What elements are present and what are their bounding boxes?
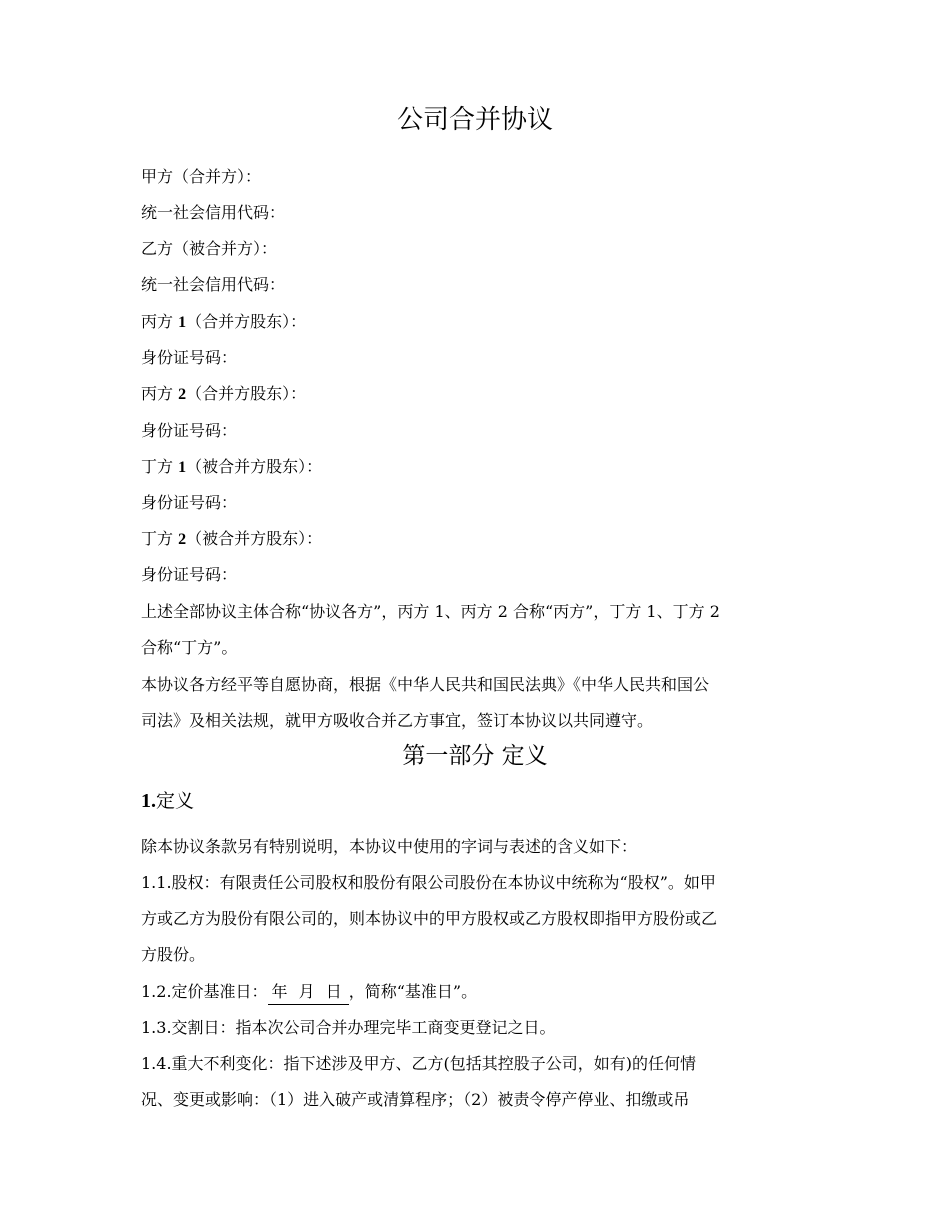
summary-line: 上述全部协议主体合称“协议各方”，丙方 1、丙方 2 合称“丙方”，丁方 1、丁方 2 (141, 602, 720, 621)
party-line: 身份证号码： (141, 565, 238, 584)
party-line: 丁方 2（被合并方股东）： (141, 529, 323, 548)
section-title: 第一部分 定义 (402, 743, 548, 769)
document-title: 公司合并协议 (396, 105, 553, 135)
party-line: 丙方 2（合并方股东）： (141, 384, 307, 403)
party-line: 身份证号码： (141, 493, 238, 512)
preamble-line: 司法》及相关法规，就甲方吸收合并乙方事宜，签订本协议以共同遵守。 (141, 711, 654, 730)
party-line: 丁方 1（被合并方股东）： (141, 457, 323, 476)
party-line: 丙方 1（合并方股东）： (141, 312, 307, 331)
clause-line: 况、变更或影响：（1）进入破产或清算程序；（2）被责令停产停业、扣缴或吊 (141, 1090, 690, 1109)
definitions-intro: 除本协议条款另有特别说明，本协议中使用的字词与表述的含义如下： (141, 837, 638, 856)
clause-line: 方股份。 (141, 945, 206, 964)
date-blank: 年 月 日 (268, 980, 349, 1005)
party-line: 甲方（合并方）： (141, 167, 262, 186)
preamble-line: 本协议各方经平等自愿协商，根据《中华人民共和国民法典》《中华人民共和国公 (141, 675, 710, 694)
summary-line: 合称“丁方”。 (141, 638, 238, 657)
clause-line: 1.3.交割日：指本次公司合并办理完毕工商变更登记之日。 (141, 1018, 556, 1037)
clause-line: 1.1.股权：有限责任公司股权和股份有限公司股份在本协议中统称为“股权”。如甲 (141, 873, 716, 892)
party-line: 身份证号码： (141, 348, 238, 367)
party-line: 统一社会信用代码： (141, 203, 286, 222)
clause-line: 1.4.重大不利变化：指下述涉及甲方、乙方(包括其控股子公司，如有)的任何情 (141, 1054, 697, 1073)
clause-line: 方或乙方为股份有限公司的，则本协议中的甲方股权或乙方股权即指甲方股份或乙 (141, 909, 718, 928)
party-line: 身份证号码： (141, 421, 238, 440)
clause-line: 1.2.定价基准日： 年 月 日 ，简称“基准日”。 (141, 980, 821, 1005)
party-line: 乙方（被合并方）： (141, 239, 278, 258)
party-line: 统一社会信用代码： (141, 275, 286, 294)
clause-heading: 1.定义 (141, 790, 195, 812)
